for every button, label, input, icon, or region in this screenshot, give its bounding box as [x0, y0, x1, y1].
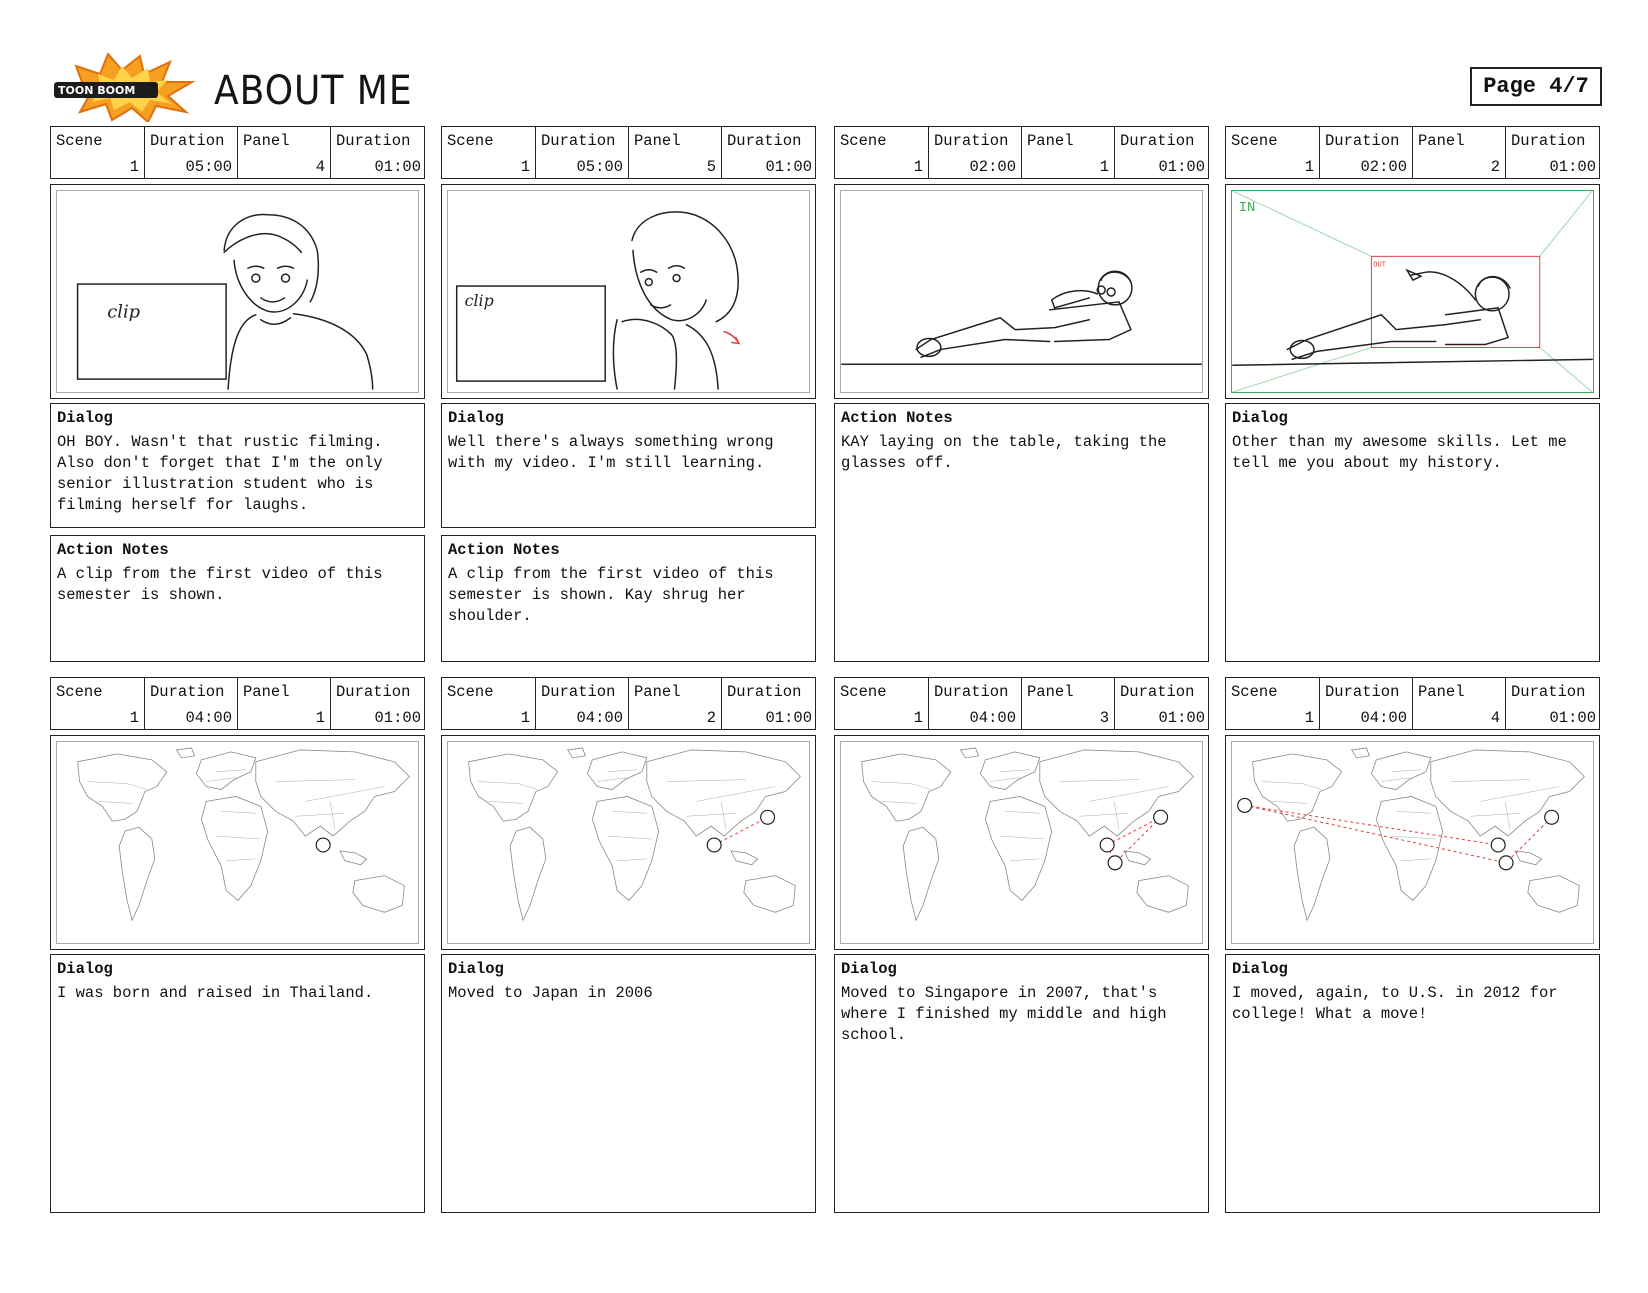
face-marker: [761, 810, 775, 824]
scene-duration: 05:00: [185, 158, 232, 176]
dialog-box: [441, 403, 816, 528]
duration-label: Duration: [150, 683, 225, 701]
map-border: [1000, 836, 1045, 839]
page-number: Page 4/7: [1470, 67, 1602, 106]
svg-text:TOON BOOM: TOON BOOM: [58, 84, 136, 97]
map-border: [1060, 780, 1139, 782]
map-landmass: [1253, 754, 1342, 821]
panel-frame: [834, 184, 1209, 399]
dialog-text: Moved to Japan in 2006: [448, 984, 653, 1002]
scene-label: Scene: [447, 132, 494, 150]
action-notes-text: A clip from the first video of this semester is shown.: [57, 565, 383, 604]
face-marker: [1108, 856, 1122, 870]
map-border: [295, 813, 345, 816]
action-notes-box: [50, 535, 425, 662]
map-landmass: [731, 851, 758, 865]
dialog-text: I moved, again, to U.S. in 2012 for college! What a move!: [1232, 984, 1558, 1023]
panel-frame: [50, 184, 425, 399]
map-border: [1262, 782, 1321, 790]
panel-label: Panel: [634, 132, 681, 150]
map-landmass: [862, 754, 951, 821]
map-landmass: [1137, 876, 1188, 913]
map-landmass: [119, 827, 155, 920]
map-landmass: [353, 876, 404, 913]
duration-label: Duration: [727, 132, 802, 150]
map-landmass: [256, 750, 409, 836]
panel-header: [50, 677, 425, 730]
world-map: [1232, 742, 1593, 943]
map-landmass: [961, 748, 979, 758]
panel-duration: 01:00: [765, 709, 812, 727]
dialog-box: [50, 954, 425, 1213]
map-border: [1391, 770, 1421, 772]
map-border: [226, 859, 256, 861]
world-map: [448, 742, 809, 943]
dialog-label: Dialog: [448, 409, 504, 427]
dialog-text: OH BOY. Wasn't that rustic filming. Also don't forget that I'm the only senior illustration student who is filming herself for laughs.: [57, 433, 383, 514]
map-landmass: [587, 752, 646, 790]
scene-label: Scene: [447, 683, 494, 701]
map-landmass: [1431, 750, 1584, 836]
scene-label: Scene: [840, 683, 887, 701]
route-line: [1245, 805, 1506, 862]
panel-label: Panel: [1418, 132, 1465, 150]
duration-label: Duration: [1511, 132, 1586, 150]
action-notes-label: Action Notes: [57, 541, 169, 559]
scene-duration: 04:00: [969, 709, 1016, 727]
duration-label: Duration: [541, 132, 616, 150]
map-border: [721, 801, 726, 829]
svg-text:clip: clip: [107, 301, 141, 323]
dialog-label: Dialog: [841, 960, 897, 978]
panel-number: 4: [1490, 709, 1500, 727]
face-marker: [1154, 810, 1168, 824]
scene-label: Scene: [56, 683, 103, 701]
map-landmass: [510, 827, 546, 920]
duration-label: Duration: [934, 683, 1009, 701]
panel-duration: 01:00: [1158, 709, 1205, 727]
face-marker: [316, 838, 330, 852]
map-border: [667, 780, 746, 782]
scene-label: Scene: [840, 132, 887, 150]
duration-label: Duration: [1120, 683, 1195, 701]
map-landmass: [568, 748, 586, 758]
dialog-text: Well there's always something wrong with my video. I'm still learning.: [448, 433, 774, 472]
scene-number: 1: [129, 158, 139, 176]
panel-header: [834, 677, 1209, 730]
panel-duration: 01:00: [1549, 709, 1596, 727]
map-landmass: [1124, 851, 1151, 865]
map-landmass: [1528, 876, 1579, 913]
map-border: [597, 778, 627, 782]
panel-number: 1: [1099, 158, 1109, 176]
svg-text:OUT: OUT: [1373, 261, 1386, 270]
page-title: ABOUT ME: [214, 68, 413, 114]
map-border: [1079, 813, 1129, 816]
scene-duration: 02:00: [1360, 158, 1407, 176]
dialog-label: Dialog: [57, 960, 113, 978]
dialog-text: Other than my awesome skills. Let me tell me you about my history.: [1232, 433, 1567, 472]
scene-duration: 04:00: [576, 709, 623, 727]
map-border: [612, 811, 647, 813]
scene-label: Scene: [56, 132, 103, 150]
map-landmass: [647, 750, 800, 836]
duration-label: Duration: [336, 132, 411, 150]
panel-header: [1225, 126, 1600, 179]
map-border: [1381, 778, 1411, 782]
dialog-label: Dialog: [1232, 960, 1288, 978]
map-border: [871, 782, 930, 790]
map-landmass: [1294, 827, 1330, 920]
map-border: [478, 782, 537, 790]
panel-frame: [50, 735, 425, 950]
map-border: [617, 859, 647, 861]
scene-number: 1: [520, 158, 530, 176]
dialog-box: [1225, 403, 1600, 662]
dialog-box: [50, 403, 425, 528]
action-notes-text: KAY laying on the table, taking the glasses off.: [841, 433, 1167, 472]
scene-label: Scene: [1231, 683, 1278, 701]
panel-header: [1225, 677, 1600, 730]
toon-boom-logo: [52, 52, 202, 122]
map-landmass: [1352, 748, 1370, 758]
scene-number: 1: [129, 709, 139, 727]
scene-number: 1: [520, 709, 530, 727]
panel-label: Panel: [243, 132, 290, 150]
scene-duration: 05:00: [576, 158, 623, 176]
face-marker: [1238, 798, 1252, 812]
map-border: [1000, 770, 1030, 772]
map-landmass: [340, 851, 367, 865]
panel-frame: [1225, 184, 1600, 399]
panel-header: [50, 126, 425, 179]
map-landmass: [196, 752, 255, 790]
scene-duration: 02:00: [969, 158, 1016, 176]
world-map: [841, 742, 1202, 943]
panel-frame: [1225, 735, 1600, 950]
panel-frame: [441, 735, 816, 950]
panel-header: [441, 126, 816, 179]
duration-label: Duration: [336, 683, 411, 701]
map-border: [206, 778, 236, 782]
map-border: [990, 778, 1020, 782]
panel-frame: [441, 184, 816, 399]
map-border: [97, 801, 132, 803]
panel-label: Panel: [1418, 683, 1465, 701]
duration-label: Duration: [1325, 132, 1400, 150]
svg-text:clip: clip: [464, 290, 494, 310]
world-map: [57, 742, 418, 943]
action-notes-box: [441, 535, 816, 662]
map-border: [1451, 780, 1530, 782]
map-border: [1396, 811, 1431, 813]
map-border: [1114, 801, 1119, 829]
map-border: [1470, 813, 1520, 816]
panel-label: Panel: [634, 683, 681, 701]
panel-number: 2: [1490, 158, 1500, 176]
panel-header: [834, 126, 1209, 179]
panel-duration: 01:00: [374, 158, 421, 176]
panel-number: 2: [706, 709, 716, 727]
panel-label: Panel: [243, 683, 290, 701]
panel-duration: 01:00: [1158, 158, 1205, 176]
map-border: [221, 811, 256, 813]
route-line: [1506, 817, 1552, 863]
panel-label: Panel: [1027, 683, 1074, 701]
map-border: [216, 836, 261, 839]
dialog-text: I was born and raised in Thailand.: [57, 984, 374, 1002]
duration-label: Duration: [934, 132, 1009, 150]
map-border: [1401, 859, 1431, 861]
route-line: [1115, 817, 1161, 863]
face-marker: [1491, 838, 1505, 852]
duration-label: Duration: [1511, 683, 1586, 701]
action-notes-label: Action Notes: [841, 409, 953, 427]
panel-duration: 01:00: [765, 158, 812, 176]
map-border: [1505, 801, 1510, 829]
map-landmass: [1040, 750, 1193, 836]
scene-duration: 04:00: [1360, 709, 1407, 727]
panel-number: 4: [315, 158, 325, 176]
map-border: [1272, 801, 1307, 803]
dialog-label: Dialog: [57, 409, 113, 427]
duration-label: Duration: [727, 683, 802, 701]
action-notes-text: A clip from the first video of this semester is shown. Kay shrug her shoulder.: [448, 565, 774, 625]
map-border: [1005, 811, 1040, 813]
scene-number: 1: [1304, 158, 1314, 176]
duration-label: Duration: [541, 683, 616, 701]
scene-number: 1: [1304, 709, 1314, 727]
map-border: [607, 770, 637, 772]
action-notes-box: [834, 403, 1209, 662]
map-landmass: [980, 752, 1039, 790]
panel-duration: 01:00: [374, 709, 421, 727]
face-marker: [1545, 810, 1559, 824]
panel-number: 5: [706, 158, 716, 176]
scene-label: Scene: [1231, 132, 1278, 150]
map-border: [330, 801, 335, 829]
dialog-box: [1225, 954, 1600, 1213]
route-line: [1245, 805, 1498, 845]
dialog-label: Dialog: [448, 960, 504, 978]
map-border: [87, 782, 146, 790]
face-marker: [1100, 838, 1114, 852]
map-landmass: [177, 748, 195, 758]
dialog-box: [834, 954, 1209, 1213]
face-marker: [1499, 856, 1513, 870]
map-border: [1010, 859, 1040, 861]
map-landmass: [78, 754, 167, 821]
map-border: [216, 770, 246, 772]
map-landmass: [1371, 752, 1430, 790]
panel-header: [441, 677, 816, 730]
map-border: [607, 836, 652, 839]
panel-number: 1: [315, 709, 325, 727]
dialog-text: Moved to Singapore in 2007, that's where I finished my middle and high school.: [841, 984, 1167, 1044]
duration-label: Duration: [150, 132, 225, 150]
map-landmass: [903, 827, 939, 920]
dialog-label: Dialog: [1232, 409, 1288, 427]
duration-label: Duration: [1325, 683, 1400, 701]
svg-text:IN: IN: [1238, 199, 1256, 216]
panel-duration: 01:00: [1549, 158, 1596, 176]
map-border: [276, 780, 355, 782]
map-landmass: [744, 876, 795, 913]
face-marker: [707, 838, 721, 852]
panel-frame: [834, 735, 1209, 950]
panel-label: Panel: [1027, 132, 1074, 150]
panel-number: 3: [1099, 709, 1109, 727]
scene-number: 1: [913, 158, 923, 176]
scene-duration: 04:00: [185, 709, 232, 727]
map-landmass: [469, 754, 558, 821]
scene-number: 1: [913, 709, 923, 727]
map-border: [686, 813, 736, 816]
map-border: [488, 801, 523, 803]
duration-label: Duration: [1120, 132, 1195, 150]
map-border: [881, 801, 916, 803]
dialog-box: [441, 954, 816, 1213]
action-notes-label: Action Notes: [448, 541, 560, 559]
map-landmass: [1515, 851, 1542, 865]
